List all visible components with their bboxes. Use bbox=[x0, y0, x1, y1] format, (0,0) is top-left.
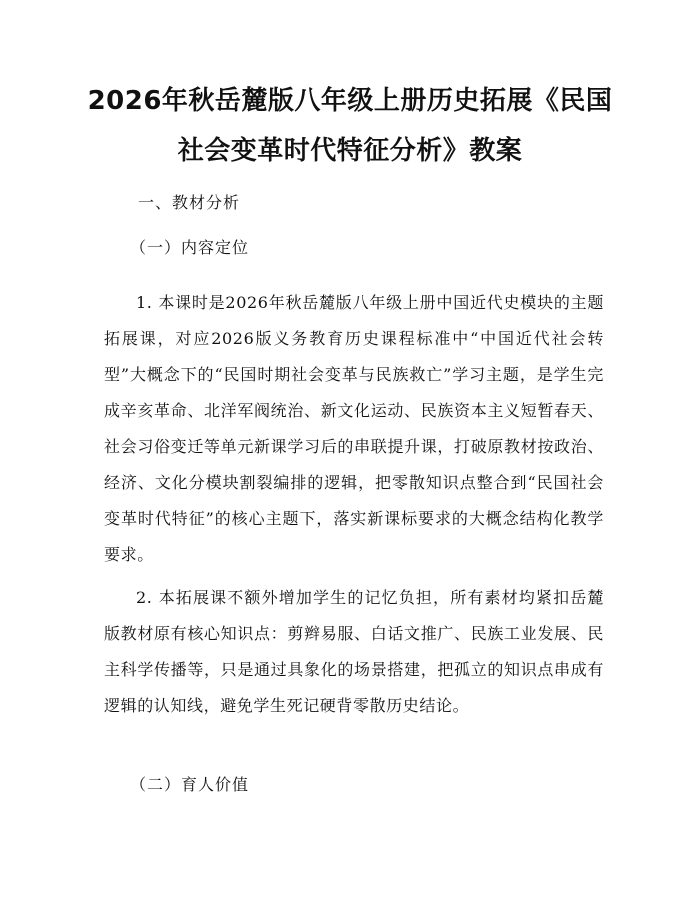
section-heading-teaching-material-analysis: 一、教材分析 bbox=[138, 193, 241, 212]
paragraph-2: 2. 本拓展课不额外增加学生的记忆负担，所有素材均紧扣岳麓版教材原有核心知识点：剪辫易服、白话文推广、民族工业发展、民主科学传播等，只是通过具象化的场景搭建，把孤立的知识点串成有逻辑的认知线，避免学生死记硬背零散历史结论。 bbox=[104, 588, 604, 715]
paragraph-1: 1. 本课时是2026年秋岳麓版八年级上册中国近代史模块的主题拓展课，对应2026版义务教育历史课程标准中“中国近代社会转型”大概念下的“民国时期社会变革与民族救亡”学习主题，是学生完成辛亥革命、北洋军阀统治、新文化运动、民族资本主义短暂春天、社会习俗变迁等单元新课学习后的串联提升课，打破原教材按政治、经济、文化分模块割裂编排的逻辑，把零散知识点整合到“民国社会变革时代特征”的核心主题下，落实新课标要求的大概念结构化教学要求。 bbox=[104, 293, 604, 564]
document-title-line-2: 社会变革时代特征分析》教案 bbox=[177, 136, 523, 166]
document-title-line-1: 2026年秋岳麓版八年级上册历史拓展《民国 bbox=[87, 86, 613, 116]
subsection-heading-content-positioning: （一）内容定位 bbox=[130, 238, 250, 257]
subsection-heading-educational-value: （二）育人价值 bbox=[130, 775, 250, 794]
